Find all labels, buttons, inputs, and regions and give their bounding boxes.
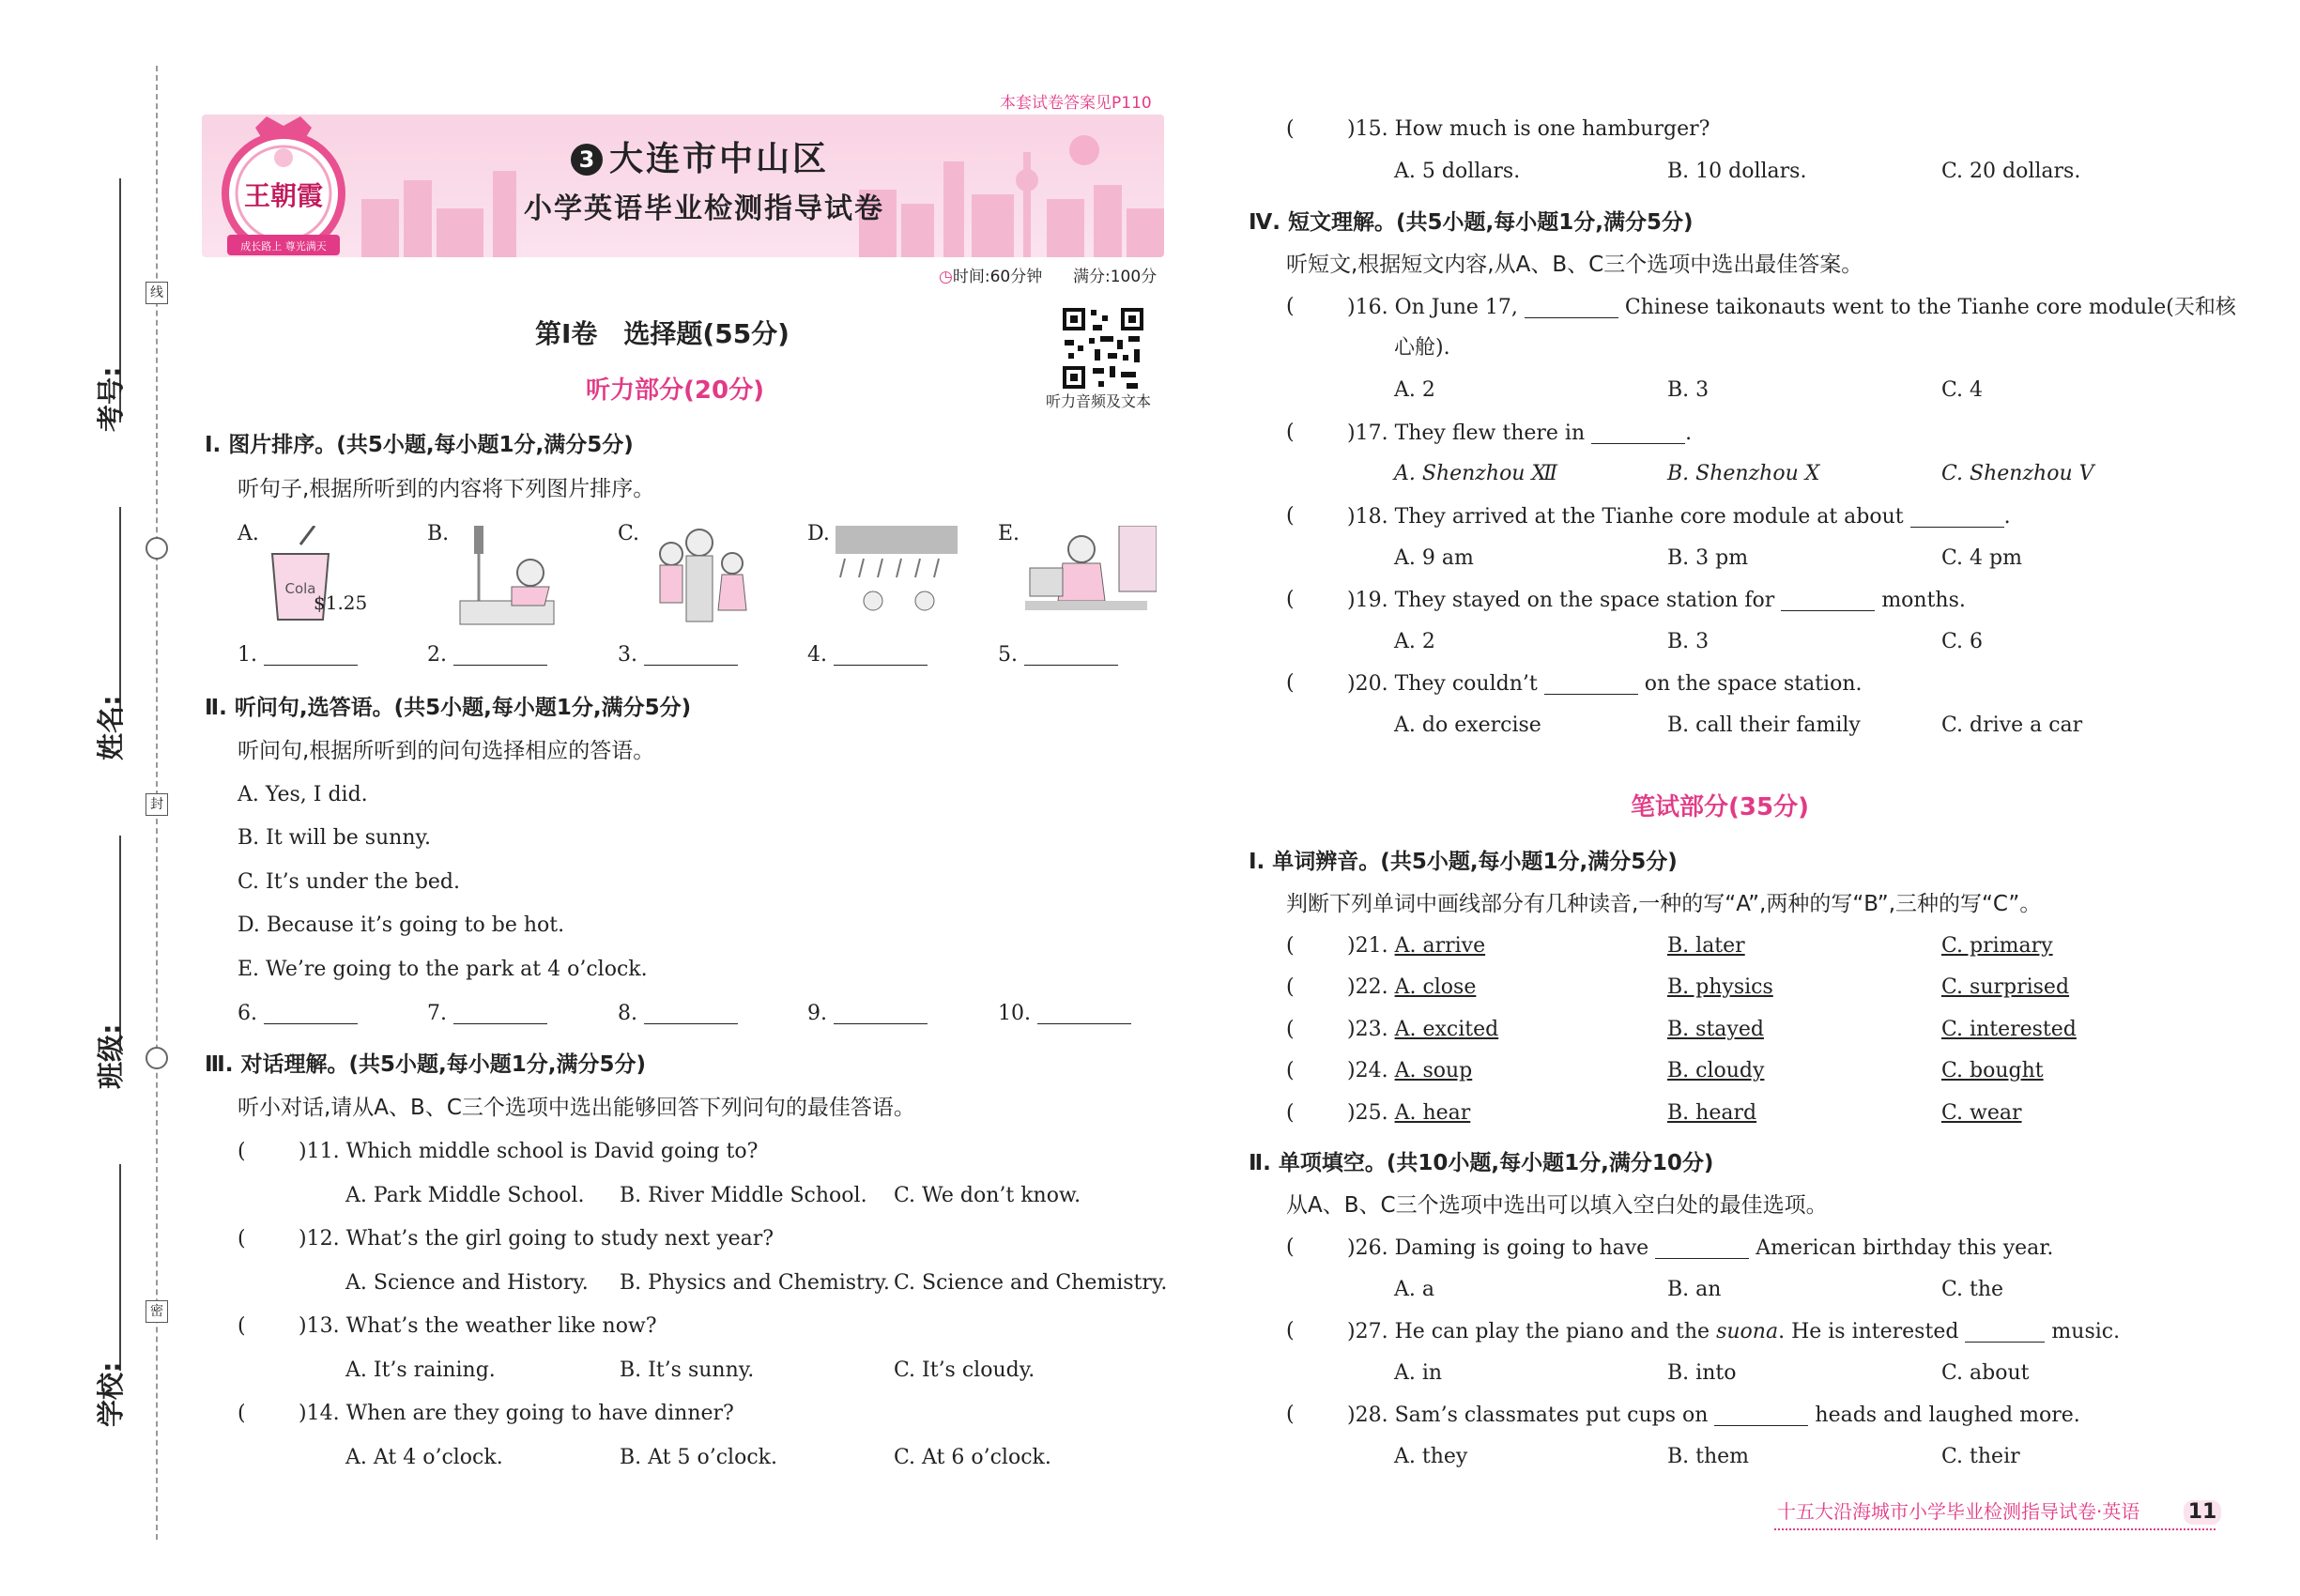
page-number: 11: [2184, 1500, 2221, 1525]
section-five-title: Ⅰ. 单词辨音。(共5小题,每小题1分,满分5分): [1249, 850, 1678, 874]
answer-paren-22[interactable]: (: [1286, 975, 1295, 999]
q15-option-a: A. 5 dollars.: [1394, 160, 1521, 183]
section-six-instruction: 从A、B、C三个选项中选出可以填入空白处的最佳选项。: [1286, 1193, 1828, 1218]
question-16: )16. On June 17, Chinese taikonauts went to the Tianhe core module(天和核: [1347, 296, 2236, 319]
question-15: )15. How much is one hamburger?: [1347, 117, 1710, 141]
answer-blank-7[interactable]: 7.: [427, 1003, 547, 1024]
q13-option-a: A. It’s raining.: [345, 1358, 496, 1382]
q12-option-a: A. Science and History.: [345, 1271, 589, 1295]
q22-option-c: C. surprised: [1941, 975, 2070, 999]
picture-label-c: C.: [618, 522, 640, 545]
q17-option-b: B. Shenzhou Ⅹ: [1667, 462, 1820, 485]
section-three-instruction: 听小对话,请从A、B、C三个选项中选出能够回答下列问句的最佳答语。: [238, 1096, 915, 1120]
section-three-title: Ⅲ. 对话理解。(共5小题,每小题1分,满分5分): [205, 1052, 646, 1077]
q11-option-a: A. Park Middle School.: [345, 1184, 585, 1207]
seal-mark-seal: 封: [146, 793, 168, 816]
class-label: 班级:: [95, 1023, 127, 1089]
response-option-c: C. It’s under the bed.: [238, 870, 460, 894]
q11-option-c: C. We don’t know.: [894, 1184, 1081, 1207]
answer-blank-2[interactable]: 2.: [427, 644, 547, 666]
q28-option-a: A. they: [1394, 1445, 1468, 1468]
question-28: )28. Sam’s classmates put cups on heads and laughed more.: [1347, 1404, 2080, 1427]
answer-paren-24[interactable]: (: [1286, 1059, 1295, 1082]
binding-hole-icon: [146, 537, 168, 560]
q24-option-b: B. cloudy: [1667, 1059, 1765, 1082]
answer-paren-11[interactable]: (: [238, 1140, 246, 1163]
q17-option-a: A. Shenzhou Ⅻ: [1394, 462, 1558, 485]
footer-text: 十五大沿海城市小学毕业检测指导试卷·英语: [1777, 1500, 2140, 1523]
question-16-cont: 心舱).: [1394, 336, 1450, 360]
q18-option-b: B. 3 pm: [1667, 546, 1749, 570]
q19-option-c: C. 6: [1941, 630, 1984, 653]
brand-logo-icon: [214, 111, 353, 261]
q18-option-c: C. 4 pm: [1941, 546, 2022, 570]
q26-option-c: C. the: [1941, 1278, 2004, 1301]
question-12: )12. What’s the girl going to study next year?: [299, 1227, 774, 1251]
answer-paren-18[interactable]: (: [1286, 504, 1295, 528]
q28-option-b: B. them: [1667, 1445, 1750, 1468]
answer-paren-20[interactable]: (: [1286, 671, 1295, 695]
picture-label-e: E.: [998, 522, 1020, 545]
cola-price: $1.25: [314, 591, 368, 614]
q13-option-c: C. It’s cloudy.: [894, 1358, 1035, 1382]
question-22: )22. A. close: [1347, 975, 1477, 999]
answer-paren-17[interactable]: (: [1286, 421, 1295, 444]
q23-option-b: B. stayed: [1667, 1018, 1764, 1041]
seal-mark-line: 线: [146, 282, 168, 304]
q19-option-a: A. 2: [1394, 630, 1435, 653]
name-label: 姓名:: [95, 695, 127, 760]
section-one-title: Ⅰ. 图片排序。(共5小题,每小题1分,满分5分): [205, 433, 634, 457]
answer-paren-28[interactable]: (: [1286, 1403, 1295, 1426]
listening-heading: 听力部分(20分): [586, 376, 764, 405]
question-14: )14. When are they going to have dinner?: [299, 1402, 734, 1425]
qr-caption: 听力音频及文本: [1046, 392, 1152, 410]
svg-text:Cola: Cola: [284, 580, 316, 597]
answer-blank-6[interactable]: 6.: [238, 1003, 358, 1024]
q15-option-b: B. 10 dollars.: [1667, 160, 1807, 183]
q16-option-b: B. 3: [1667, 378, 1710, 402]
q28-option-c: C. their: [1941, 1445, 2020, 1468]
section-one-instruction: 听句子,根据所听到的内容将下列图片排序。: [238, 477, 655, 501]
q18-option-a: A. 9 am: [1394, 546, 1474, 570]
logo-text: 王朝霞: [243, 180, 324, 211]
answer-paren-16[interactable]: (: [1286, 295, 1295, 318]
q27-option-a: A. in: [1394, 1361, 1443, 1385]
exam-title: [571, 140, 830, 178]
q12-option-b: B. Physics and Chemistry.: [620, 1271, 890, 1295]
answer-blank-8[interactable]: 8.: [618, 1003, 738, 1024]
question-27: )27. He can play the piano and the suona. He is interested music.: [1347, 1320, 2121, 1343]
time-label: ◷时间:60分钟: [939, 268, 1043, 286]
exam-subtitle: 小学英语毕业检测指导试卷: [524, 192, 884, 225]
answer-blank-10[interactable]: 10.: [998, 1003, 1131, 1024]
q26-option-a: A. a: [1394, 1278, 1434, 1301]
response-option-e: E. We’re going to the park at 4 o’clock.: [238, 958, 648, 981]
question-25: )25. A. hear: [1347, 1101, 1471, 1125]
school-label: 学校:: [95, 1361, 127, 1427]
seal-mark-secret: 密: [146, 1300, 168, 1323]
answer-blank-4[interactable]: 4.: [807, 644, 928, 666]
question-20: )20. They couldn’t on the space station.: [1347, 672, 1863, 696]
q24-option-c: C. bought: [1941, 1059, 2044, 1082]
q25-option-c: C. wear: [1941, 1101, 2022, 1125]
question-23: )23. A. excited: [1347, 1018, 1499, 1041]
binding-hole-icon: [146, 1047, 168, 1069]
q26-option-b: B. an: [1667, 1278, 1722, 1301]
answer-blank-9[interactable]: 9.: [807, 1003, 928, 1024]
answer-paren-25[interactable]: (: [1286, 1101, 1295, 1125]
exam-title-text: 大连市中山区: [609, 140, 830, 178]
answer-paren-21[interactable]: (: [1286, 934, 1295, 958]
exam-number-badge: 3: [571, 144, 603, 176]
full-score-label: 满分:100分: [1073, 268, 1158, 286]
response-option-b: B. It will be sunny.: [238, 826, 432, 850]
question-21: )21. A. arrive: [1347, 934, 1486, 958]
q27-option-c: C. about: [1941, 1361, 2030, 1385]
question-19: )19. They stayed on the space station for months.: [1347, 589, 1966, 612]
girl-at-computer-picture: [1025, 526, 1157, 620]
q16-option-c: C. 4: [1941, 378, 1984, 402]
q20-option-b: B. call their family: [1667, 714, 1861, 737]
rainy-street-picture: [836, 526, 958, 620]
q14-option-c: C. At 6 o’clock.: [894, 1446, 1051, 1469]
section-four-instruction: 听短文,根据短文内容,从A、B、C三个选项中选出最佳答案。: [1286, 253, 1863, 277]
qr-code-icon[interactable]: [1061, 306, 1145, 391]
q14-option-b: B. At 5 o’clock.: [620, 1446, 777, 1469]
family-picture: [643, 526, 756, 629]
picture-label-b: B.: [427, 522, 450, 545]
answer-paren-15[interactable]: (: [1286, 117, 1295, 141]
answer-blank-1[interactable]: 1.: [238, 644, 358, 666]
answer-paren-14[interactable]: (: [238, 1402, 246, 1425]
answer-blank-5[interactable]: 5.: [998, 644, 1118, 666]
answer-paren-27[interactable]: (: [1286, 1319, 1295, 1343]
response-option-a: A. Yes, I did.: [238, 783, 368, 806]
writing-heading: 笔试部分(35分): [1631, 793, 1809, 821]
section-six-title: Ⅱ. 单项填空。(共10小题,每小题1分,满分10分): [1249, 1151, 1714, 1175]
answer-paren-12[interactable]: (: [238, 1227, 246, 1251]
response-option-d: D. Because it’s going to be hot.: [238, 913, 565, 937]
q17-option-c: C. Shenzhou Ⅴ: [1941, 462, 2094, 485]
answer-paren-13[interactable]: (: [238, 1314, 246, 1338]
question-26: )26. Daming is going to have American birthday this year.: [1347, 1236, 2054, 1260]
q19-option-b: B. 3: [1667, 630, 1710, 653]
clock-icon: ◷: [939, 268, 953, 286]
q12-option-c: C. Science and Chemistry.: [894, 1271, 1168, 1295]
section-two-instruction: 听问句,根据所听到的问句选择相应的答语。: [238, 739, 655, 763]
logo-ribbon-text: 成长路上 尊光满天: [240, 240, 327, 253]
q20-option-a: A. do exercise: [1394, 714, 1541, 737]
q21-option-c: C. primary: [1941, 934, 2053, 958]
question-24: )24. A. soup: [1347, 1059, 1473, 1082]
q20-option-c: C. drive a car: [1941, 714, 2083, 737]
question-11: )11. Which middle school is David going to?: [299, 1140, 759, 1163]
q14-option-a: A. At 4 o’clock.: [345, 1446, 503, 1469]
answer-page-note: 本套试卷答案见P110: [1000, 94, 1152, 113]
exam-number-label: 考号:: [95, 366, 127, 432]
footer-rule: [1774, 1528, 2216, 1530]
question-13: )13. What’s the weather like now?: [299, 1314, 657, 1338]
answer-paren-19[interactable]: (: [1286, 588, 1295, 611]
answer-paren-26[interactable]: (: [1286, 1235, 1295, 1259]
boy-sleeping-picture: [455, 526, 559, 629]
q22-option-b: B. physics: [1667, 975, 1773, 999]
picture-label-a: A.: [238, 522, 259, 545]
q16-option-a: A. 2: [1394, 378, 1435, 402]
q15-option-c: C. 20 dollars.: [1941, 160, 2081, 183]
section-four-title: Ⅳ. 短文理解。(共5小题,每小题1分,满分5分): [1249, 210, 1694, 235]
question-18: )18. They arrived at the Tianhe core module at about .: [1347, 505, 2011, 529]
q21-option-b: B. later: [1667, 934, 1745, 958]
answer-paren-23[interactable]: (: [1286, 1018, 1295, 1041]
q13-option-b: B. It’s sunny.: [620, 1358, 755, 1382]
section-two-title: Ⅱ. 听问句,选答语。(共5小题,每小题1分,满分5分): [205, 696, 692, 720]
picture-label-d: D.: [807, 522, 830, 545]
q11-option-b: B. River Middle School.: [620, 1184, 867, 1207]
part-one-heading: 第Ⅰ卷 选择题(55分): [535, 318, 790, 349]
question-17: )17. They flew there in .: [1347, 422, 1693, 445]
section-five-instruction: 判断下列单词中画线部分有几种读音,一种的写“A”,两种的写“B”,三种的写“C”。: [1286, 892, 2042, 916]
q23-option-c: C. interested: [1941, 1018, 2077, 1041]
answer-blank-3[interactable]: 3.: [618, 644, 738, 666]
q27-option-b: B. into: [1667, 1361, 1737, 1385]
q25-option-b: B. heard: [1667, 1101, 1757, 1125]
